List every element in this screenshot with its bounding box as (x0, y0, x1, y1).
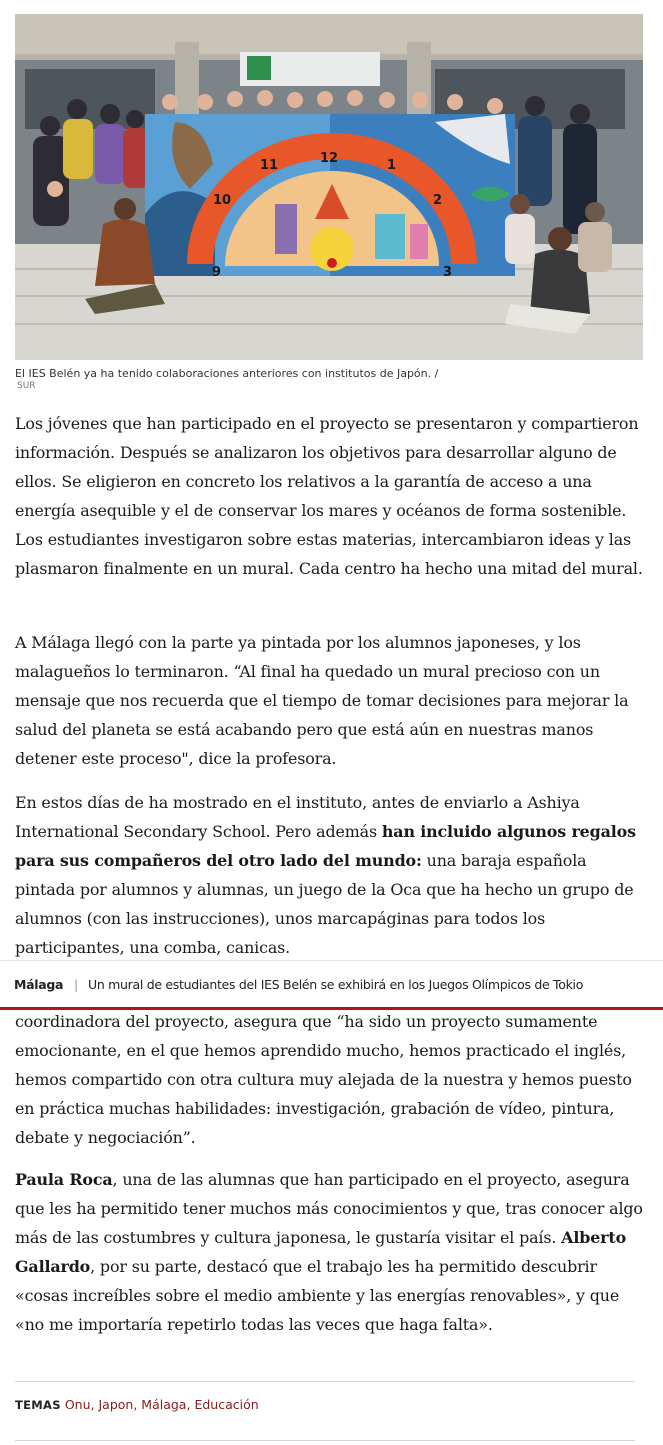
tags-row: TEMAS Onu, Japon, Málaga, Educación (15, 1397, 259, 1412)
tag-link[interactable]: Málaga (141, 1397, 187, 1412)
photo-credit: SUR (17, 381, 36, 391)
paragraph-text: , una de las alumnas que han participado en el proyecto, asegura que les ha permitido tener muchos más conocimientos y que, tras conocer algo más de las costumbres y cultura japonesa, le gustaría visitar el país. (15, 1170, 643, 1247)
divider (15, 1381, 635, 1382)
tag-link[interactable]: Japon (98, 1397, 134, 1412)
clock-number-9: 9 (212, 265, 222, 280)
tag-link[interactable]: Educación (194, 1397, 259, 1412)
section-link[interactable]: Málaga (14, 977, 64, 992)
paragraph-text: En estos días de ha mostrado en el instituto, antes de enviarlo a Ashiya International Secondary School. Pero además (15, 793, 580, 841)
clock-number-11: 11 (260, 158, 279, 173)
paragraph-text: , por su parte, destacó que el trabajo les ha permitido descubrir «cosas increíbles sobre el medio ambiente y las energías renovables», y que «no me importaría repetirlo todas las veces que haga falta». (15, 1257, 620, 1334)
clock-number-10: 10 (213, 193, 232, 208)
article-paragraph (15, 1165, 651, 1339)
header-separator: | (74, 977, 78, 992)
sticky-article-title: Un mural de estudiantes del IES Belén se exhibirá en los Juegos Olímpicos de Tokio (88, 977, 584, 992)
tags-label: TEMAS (15, 1398, 61, 1412)
clock-number-12: 12 (320, 151, 339, 166)
photo-caption: El IES Belén ya ha tenido colaboraciones anteriores con institutos de Japón. / (15, 367, 439, 380)
paragraph-bold-text: han incluido algunos regalos para sus compañeros del otro lado del mundo: (15, 822, 636, 870)
tag-link[interactable]: Onu (64, 1397, 91, 1412)
person-name: Alberto Gallardo (15, 1228, 627, 1276)
article-photo (15, 14, 643, 360)
clock-number-2: 2 (433, 193, 443, 208)
paragraph-text: una baraja española pintada por alumnos y alumnas, un juego de la Oca que ha hecho un grupo de alumnos (con las instrucciones), unos marcapáginas para todos los participantes, una comba, canicas. (15, 851, 634, 957)
sticky-article-header (0, 960, 663, 1009)
clock-number-3: 3 (443, 265, 453, 280)
mural-photo-illustration (15, 14, 643, 360)
article-paragraph (15, 788, 651, 962)
person-name: Paula Roca (15, 1170, 113, 1189)
article-paragraph: A Málaga llegó con la parte ya pintada por los alumnos japoneses, y los malagueños lo terminaron. “Al final ha quedado un mural precioso con un mensaje que nos recuerda que el tiempo de tomar decisiones para mejorar la salud del planeta se está acabando pero que está aún en nuestras manos detener este proceso", dice la profesora. (15, 633, 629, 768)
article-paragraph-clipped (0, 1009, 663, 1152)
article-paragraph: Los jóvenes que han participado en el proyecto se presentaron y compartieron información. Después se analizaron los objetivos para desarrollar alguno de ellos. Se eligieron en concreto los relativos a la garantía de acceso a una energía asequible y el de conservar los mares y océanos de forma sostenible. Los estudiantes investigaron sobre estas materias, intercambiaron ideas y las plasmaron finalmente en un mural. Cada centro ha hecho una mitad del mural. (15, 414, 643, 578)
mural (145, 114, 515, 280)
divider (15, 1440, 635, 1441)
clock-number-1: 1 (387, 158, 397, 173)
article-paragraph: coordinadora del proyecto, asegura que “ha sido un proyecto sumamente emocionante, en el que hemos aprendido mucho, hemos practicado el inglés, hemos compartido con otra cultura muy alejada de la nuestra y hemos puesto en práctica muchas habilidades: investigación, grabación de vídeo, pintura, debate y negociación”. (15, 1012, 632, 1147)
